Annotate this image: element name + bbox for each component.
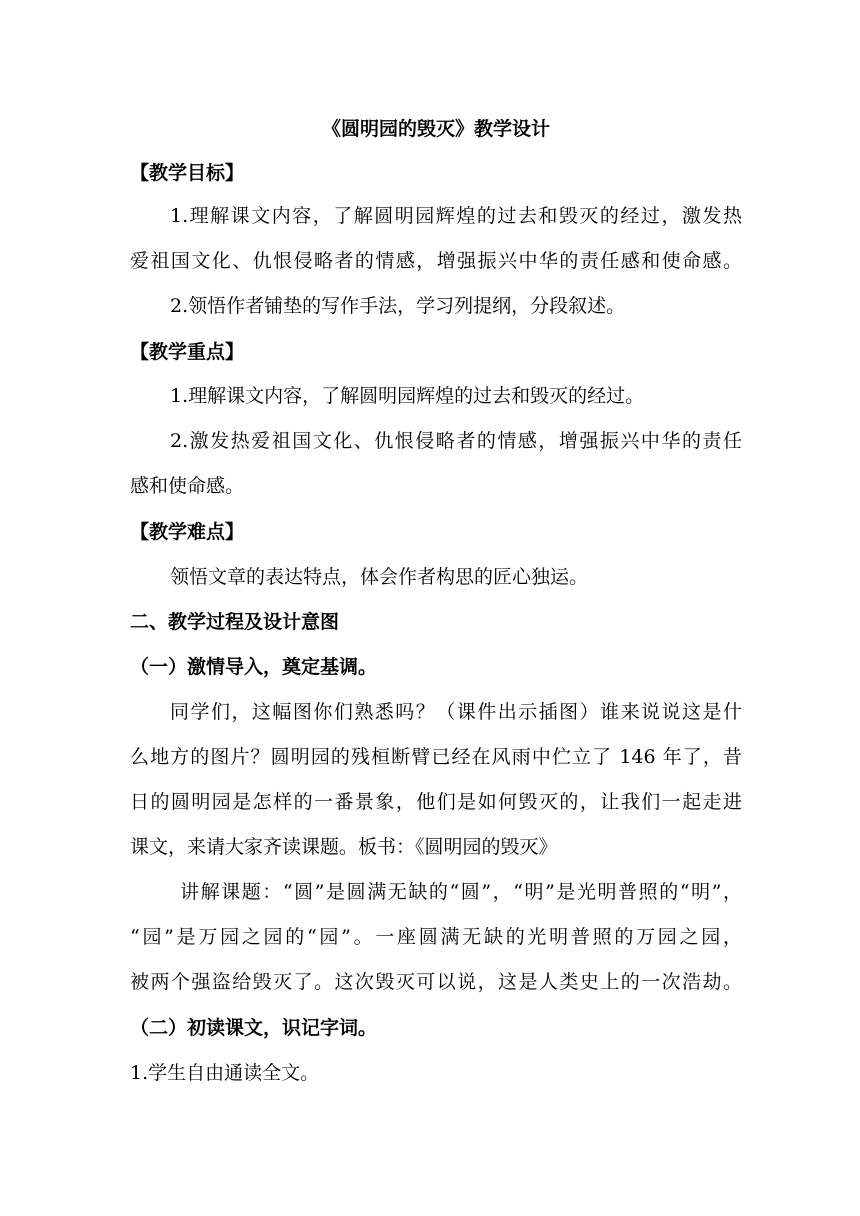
paragraph-1-line-3: 日的圆明园是怎样的一番景象，他们是如何毁灭的，让我们一起走进 bbox=[130, 791, 742, 813]
difficulty-1: 领悟文章的表达特点，体会作者构思的匠心独运。 bbox=[170, 566, 589, 588]
goal-1-line-1: 1.理解课文内容，了解圆明园辉煌的过去和毁灭的经过，激发热 bbox=[170, 205, 742, 227]
heading-step-2: （二）初读课文，识记字词。 bbox=[130, 1017, 378, 1039]
key-point-2-line-1: 2.激发热爱祖国文化、仇恨侵略者的情感，增强振兴中华的责任 bbox=[170, 430, 742, 452]
heading-teaching-process: 二、教学过程及设计意图 bbox=[130, 611, 340, 633]
paragraph-1-line-4: 课文，来请大家齐读课题。板书：《圆明园的毁灭》 bbox=[130, 836, 558, 858]
paragraph-2-line-3: 被两个强盗给毁灭了。这次毁灭可以说，这是人类史上的一次浩劫。 bbox=[130, 971, 742, 993]
paragraph-1-line-2: 么地方的图片？圆明园的残桓断臂已经在风雨中伫立了 146 年了，昔 bbox=[130, 746, 742, 768]
heading-teaching-goals: 【教学目标】 bbox=[130, 162, 245, 184]
heading-difficulties: 【教学难点】 bbox=[130, 521, 245, 543]
heading-key-points: 【教学重点】 bbox=[130, 341, 245, 363]
goal-1-line-2: 爱祖国文化、仇恨侵略者的情感，增强振兴中华的责任感和使命感。 bbox=[130, 250, 742, 272]
document-title: 《圆明园的毁灭》教学设计 bbox=[321, 118, 550, 140]
step-2-item-1: 1.学生自由通读全文。 bbox=[130, 1062, 320, 1084]
key-point-1: 1.理解课文内容，了解圆明园辉煌的过去和毁灭的经过。 bbox=[170, 385, 645, 407]
paragraph-1-line-1: 同学们，这幅图你们熟悉吗？（课件出示插图）谁来说说这是什 bbox=[170, 701, 742, 723]
goal-2: 2.领悟作者铺垫的写作手法，学习列提纲，分段叙述。 bbox=[170, 295, 626, 317]
paragraph-2-line-1: 讲解课题：“圆”是圆满无缺的“圆”，“明”是光明普照的“明”， bbox=[180, 881, 742, 903]
heading-step-1: （一）激情导入，奠定基调。 bbox=[130, 656, 378, 678]
paragraph-2-line-2: “园”是万园之园的“园”。一座圆满无缺的光明普照的万园之园， bbox=[130, 926, 742, 948]
key-point-2-line-2: 感和使命感。 bbox=[130, 475, 245, 497]
